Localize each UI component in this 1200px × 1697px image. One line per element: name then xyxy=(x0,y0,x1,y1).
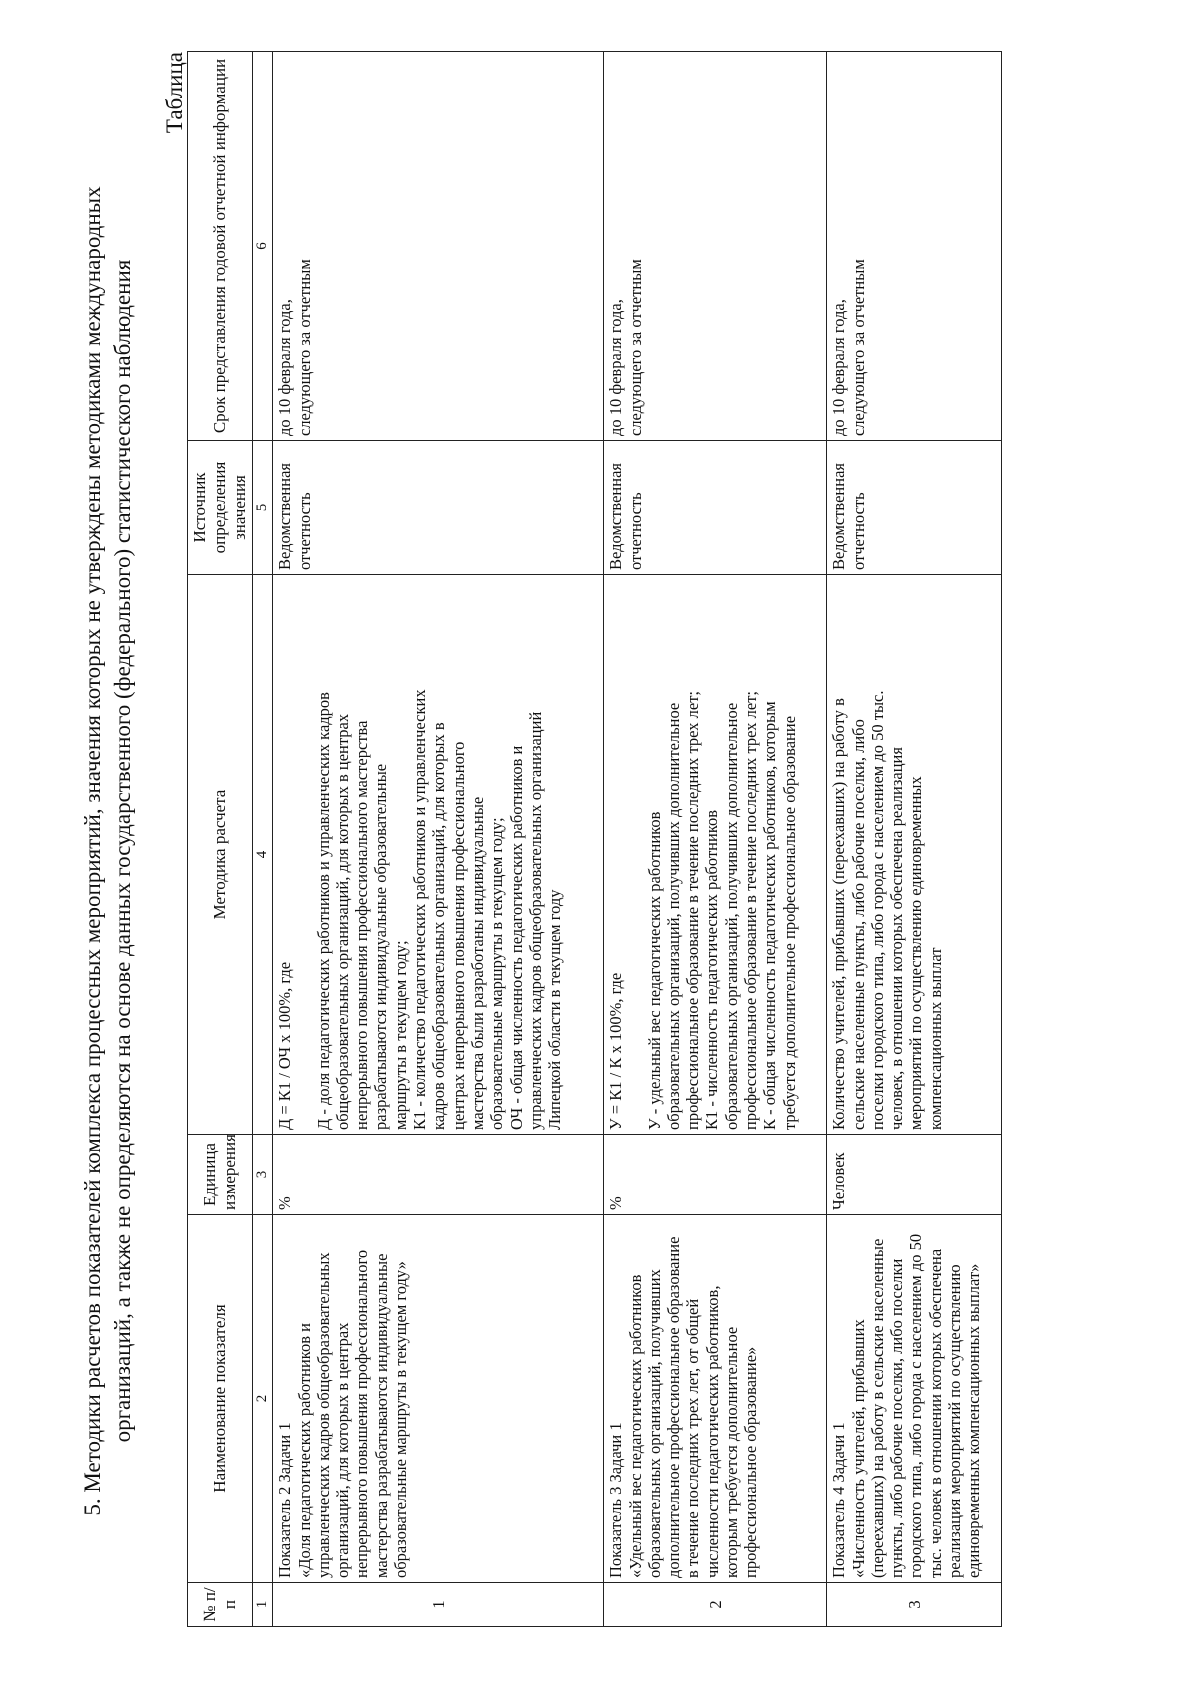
header-method: Методика расчета xyxy=(188,575,253,1135)
blank-line xyxy=(295,579,314,1130)
name-line: Показатель 2 Задачи 1 xyxy=(275,1422,295,1578)
source-cell xyxy=(273,441,604,575)
name-line: «Удельный вес педагогических работников xyxy=(625,1274,645,1578)
source-cell xyxy=(827,441,1002,575)
method-line: У - удельный вес педагогических работников xyxy=(644,811,664,1130)
unit-cell: % xyxy=(604,1135,827,1215)
header-num: № п/п xyxy=(188,1583,253,1627)
deadline-cell xyxy=(604,52,827,441)
method-line: разрабатываются индивидуальные образовательные xyxy=(371,763,391,1130)
source-line: отчетность xyxy=(848,492,868,570)
method-line: Д - доля педагогических работников и управленческих кадров xyxy=(313,692,333,1130)
indicator-name xyxy=(604,1215,827,1583)
name-line: тыс. человек в отношении которых обеспечена xyxy=(925,1248,945,1578)
unit-cell: Человек xyxy=(827,1135,1002,1215)
method-cell xyxy=(604,575,827,1135)
name-line: (переехавших) на работу в сельские населенные xyxy=(867,1238,887,1578)
method-line: Липецкой области в текущем году xyxy=(545,889,565,1130)
name-line: мастерства разрабатываются индивидуальные xyxy=(371,1253,391,1578)
deadline-line: до 10 февраля года, xyxy=(606,299,626,436)
col-number: 5 xyxy=(253,441,273,575)
method-line: образовательные маршруты в текущем году; xyxy=(487,817,507,1130)
col-number: 2 xyxy=(253,1215,273,1583)
method-line: Количество учителей, прибывших (переехавших) на работу в xyxy=(829,698,849,1130)
method-line: К - общая численность педагогических работников, которым xyxy=(760,701,780,1130)
col-number: 6 xyxy=(253,52,273,441)
name-line: Показатель 4 Задачи 1 xyxy=(829,1422,849,1578)
name-line: организаций, для которых в центрах xyxy=(333,1322,353,1578)
source-line: Ведомственная xyxy=(829,462,849,570)
method-line: управленческих кадров общеобразовательных организаций xyxy=(525,711,545,1130)
deadline-line: следующего за отчетным xyxy=(294,259,314,436)
source-line: отчетность xyxy=(625,492,645,570)
name-line: пункты, либо рабочие поселки, либо поселки xyxy=(887,1258,907,1578)
method-line: требуется дополнительное профессиональное образование xyxy=(779,715,799,1130)
table-row xyxy=(273,52,604,1627)
method-line: поселки городского типа, либо города с населением до 50 тыс. xyxy=(867,690,887,1130)
deadline-line: следующего за отчетным xyxy=(848,259,868,436)
formula: У = К1 / К x 100%, где xyxy=(606,972,626,1130)
row-number: 1 xyxy=(273,1583,604,1627)
method-line: компенсационных выплат xyxy=(925,947,945,1130)
col-number: 1 xyxy=(253,1583,273,1627)
method-line: профессиональное образование в течение последних трех лет; xyxy=(741,690,761,1130)
deadline-line: до 10 февраля года, xyxy=(829,299,849,436)
method-line: центрах непрерывного повышения профессионального xyxy=(448,741,468,1130)
title-line-1: 5. Методики расчетов показателей комплекса процессных мероприятий, значения которых не утверждены методиками международных xyxy=(80,186,105,1516)
method-line: непрерывного повышения профессионального мастерства xyxy=(352,720,372,1130)
unit-cell: % xyxy=(273,1135,604,1215)
header-source: Источник определения значения xyxy=(188,441,253,575)
method-line: образовательных организаций, получивших дополнительное xyxy=(721,702,741,1130)
table-row xyxy=(827,52,1002,1627)
deadline-cell xyxy=(827,52,1002,441)
document-title xyxy=(78,71,138,1631)
method-line: маршруты в текущем году; xyxy=(390,940,410,1130)
blank-line xyxy=(626,579,645,1130)
deadline-line: следующего за отчетным xyxy=(625,259,645,436)
source-line: Ведомственная xyxy=(606,462,626,570)
deadline-line: до 10 февраля года, xyxy=(275,299,295,436)
method-line: образовательных организаций, получивших дополнительное xyxy=(663,702,683,1130)
source-cell xyxy=(604,441,827,575)
header-name: Наименование показателя xyxy=(188,1215,253,1583)
indicator-name xyxy=(827,1215,1002,1583)
column-numbers-row xyxy=(253,52,273,1627)
name-line: единовременных компенсационных выплат» xyxy=(964,1263,984,1578)
method-line: профессиональное образование в течение последних трех лет; xyxy=(683,690,703,1130)
method-line: сельские населенные пункты, либо рабочие поселки, либо xyxy=(848,719,868,1130)
method-cell xyxy=(273,575,604,1135)
method-cell xyxy=(827,575,1002,1135)
name-line: профессиональное образование» xyxy=(741,1346,761,1578)
indicator-name xyxy=(273,1215,604,1583)
name-line: «Доля педагогических работников и xyxy=(294,1323,314,1578)
deadline-cell xyxy=(273,52,604,441)
indicators-table xyxy=(187,51,1002,1627)
method-line: человек, в отношении которых обеспечена реализация xyxy=(887,747,907,1130)
method-line: общеобразовательных организаций, для которых в центрах xyxy=(332,713,352,1130)
table-row xyxy=(604,52,827,1627)
name-line: которым требуется дополнительное xyxy=(722,1326,742,1578)
name-line: реализация мероприятий по осуществлению xyxy=(945,1264,965,1578)
source-line: отчетность xyxy=(294,492,314,570)
name-line: управленческих кадров общеобразовательных xyxy=(313,1252,333,1578)
row-number: 3 xyxy=(827,1583,1002,1627)
header-row xyxy=(188,52,253,1627)
method-line: мастерства были разработаны индивидуальные xyxy=(467,796,487,1130)
row-number: 2 xyxy=(604,1583,827,1627)
formula: Д = К1 / ОЧ x 100%, где xyxy=(275,961,295,1130)
name-line: образовательных организаций, получивших xyxy=(644,1269,664,1578)
name-line: численности педагогических работников, xyxy=(702,1285,722,1578)
method-line: К1 - численность педагогических работников xyxy=(702,809,722,1130)
method-line: мероприятий по осуществлению единовременных xyxy=(906,776,926,1130)
name-line: «Численность учителей, прибывших xyxy=(848,1319,868,1578)
name-line: городского типа, либо города с населением до 50 xyxy=(906,1233,926,1578)
col-number: 3 xyxy=(253,1135,273,1215)
name-line: Показатель 3 Задачи 1 xyxy=(606,1422,626,1578)
name-line: непрерывного повышения профессионального xyxy=(352,1249,372,1578)
method-line: ОЧ - общая численность педагогических работников и xyxy=(506,745,526,1130)
header-unit: Единица измерения xyxy=(188,1135,253,1215)
title-line-2: организаций, а также не определяются на основе данных государственного (федерального) статистического наблюдения xyxy=(110,259,135,1443)
name-line: дополнительное профессиональное образование xyxy=(664,1236,684,1578)
col-number: 4 xyxy=(253,575,273,1135)
table-label: Таблица xyxy=(162,52,187,134)
source-line: Ведомственная xyxy=(275,462,295,570)
name-line: в течение последних трех лет, от общей xyxy=(683,1298,703,1578)
name-line: образовательные маршруты в текущем году» xyxy=(391,1261,411,1578)
method-line: К1 - количество педагогических работников и управленческих xyxy=(410,689,430,1130)
method-line: кадров общеобразовательных организаций, для которых в xyxy=(429,722,449,1130)
header-deadline: Срок представления годовой отчетной информации xyxy=(188,52,253,441)
